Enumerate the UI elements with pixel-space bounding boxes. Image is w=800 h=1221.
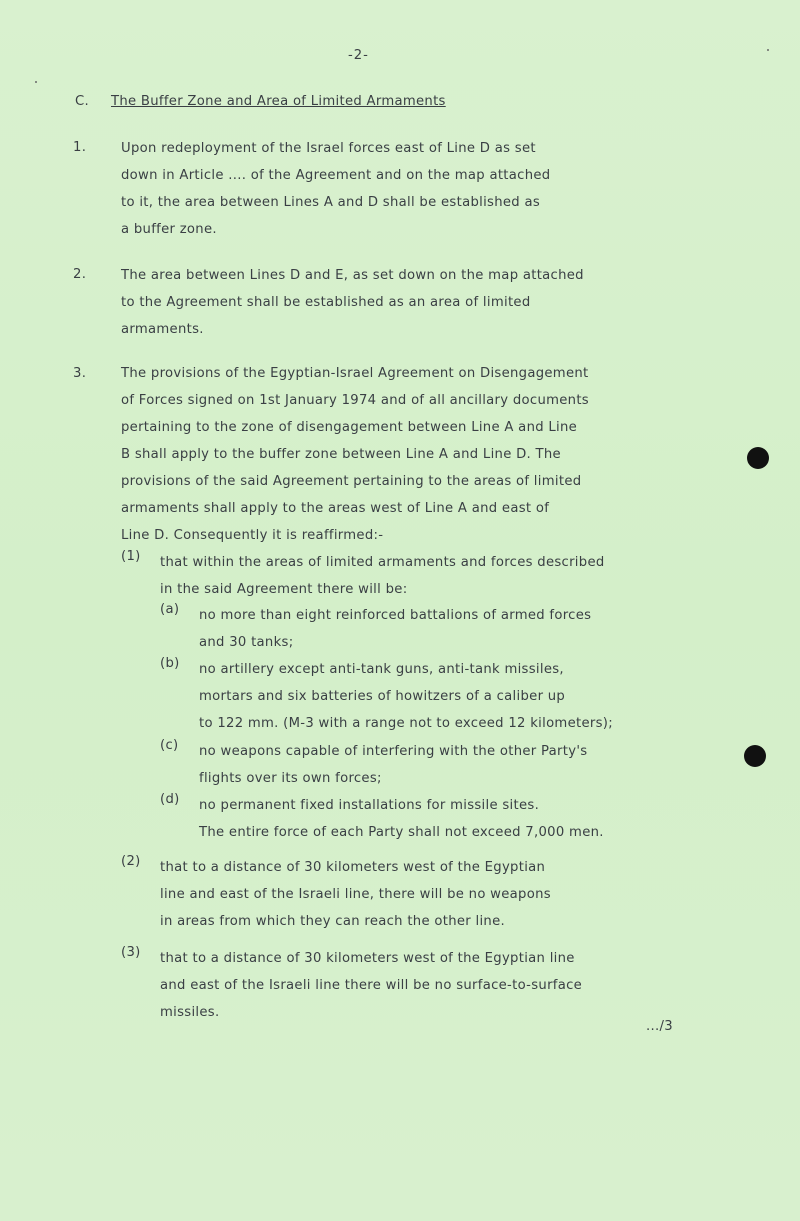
paragraph-line: armaments shall apply to the areas west of Line A and east of <box>121 501 550 516</box>
paragraph-2 <box>121 262 584 343</box>
subclause-line: to 122 mm. (M-3 with a range not to exceed 12 kilometers); <box>199 716 613 731</box>
speck-icon <box>767 49 769 51</box>
paragraph-line: pertaining to the zone of disengagement between Line A and Line <box>121 420 578 435</box>
clause-line: in the said Agreement there will be: <box>160 582 408 597</box>
subclause-a <box>199 602 591 656</box>
paragraph-line: to it, the area between Lines A and D shall be established as <box>121 195 541 210</box>
paragraph-line: Line D. Consequently it is reaffirmed:- <box>121 528 384 543</box>
paragraph-line: of Forces signed on 1st January 1974 and of all ancillary documents <box>121 393 589 408</box>
subclause-mark: (b) <box>160 656 180 671</box>
punch-hole-icon <box>744 745 766 767</box>
paragraph-number: 3. <box>73 366 87 381</box>
clause-line: and east of the Israeli line there will be no surface-to-surface <box>160 978 583 993</box>
paragraph-line: armaments. <box>121 322 204 337</box>
subclause-line: no more than eight reinforced battalions of armed forces <box>199 608 592 623</box>
clause-line: that to a distance of 30 kilometers west of the Egyptian <box>160 860 546 875</box>
paragraph-line: The provisions of the Egyptian-Israel Agreement on Disengagement <box>121 366 589 381</box>
clause-3 <box>160 945 582 1026</box>
subclause-line: flights over its own forces; <box>199 771 382 786</box>
subclause-d <box>199 792 604 846</box>
subclause-mark: (d) <box>160 792 180 807</box>
paragraph-line: down in Article .... of the Agreement and on the map attached <box>121 168 551 183</box>
paragraph-line: The area between Lines D and E, as set down on the map attached <box>121 268 584 283</box>
paragraph-3 <box>121 360 589 549</box>
clause-1 <box>160 549 605 603</box>
subclause-mark: (c) <box>160 738 179 753</box>
clause-mark: (2) <box>121 854 141 869</box>
clause-mark: (1) <box>121 549 141 564</box>
clause-line: that within the areas of limited armaments and forces described <box>160 555 605 570</box>
clause-line: in areas from which they can reach the other line. <box>160 914 505 929</box>
subclause-line: and 30 tanks; <box>199 635 294 650</box>
paragraph-line: Upon redeployment of the Israel forces east of Line D as set <box>121 141 536 156</box>
paragraph-line: B shall apply to the buffer zone between Line A and Line D. The <box>121 447 561 462</box>
subclause-b <box>199 656 613 737</box>
clause-line: missiles. <box>160 1005 220 1020</box>
subclause-c <box>199 738 587 792</box>
subclause-line: no artillery except anti-tank guns, anti-tank missiles, <box>199 662 564 677</box>
subclause-line: The entire force of each Party shall not exceed 7,000 men. <box>199 825 604 840</box>
clause-line: line and east of the Israeli line, there will be no weapons <box>160 887 551 902</box>
clause-line: that to a distance of 30 kilometers west of the Egyptian line <box>160 951 575 966</box>
clause-mark: (3) <box>121 945 141 960</box>
speck-icon <box>35 81 37 83</box>
paragraph-1 <box>121 135 550 243</box>
paragraph-line: a buffer zone. <box>121 222 217 237</box>
section-title: The Buffer Zone and Area of Limited Armaments <box>111 94 446 109</box>
subclause-line: no permanent fixed installations for missile sites. <box>199 798 540 813</box>
paragraph-number: 1. <box>73 140 87 155</box>
paragraph-number: 2. <box>73 267 87 282</box>
subclause-line: no weapons capable of interfering with the other Party's <box>199 744 588 759</box>
section-letter: C. <box>75 94 89 109</box>
subclause-mark: (a) <box>160 602 180 617</box>
page-number: -2- <box>348 48 369 63</box>
punch-hole-icon <box>747 447 769 469</box>
continuation-marker: .../3 <box>646 1019 673 1034</box>
clause-2 <box>160 854 551 935</box>
paragraph-line: to the Agreement shall be established as an area of limited <box>121 295 531 310</box>
subclause-line: mortars and six batteries of howitzers of a caliber up <box>199 689 566 704</box>
paragraph-line: provisions of the said Agreement pertaining to the areas of limited <box>121 474 582 489</box>
